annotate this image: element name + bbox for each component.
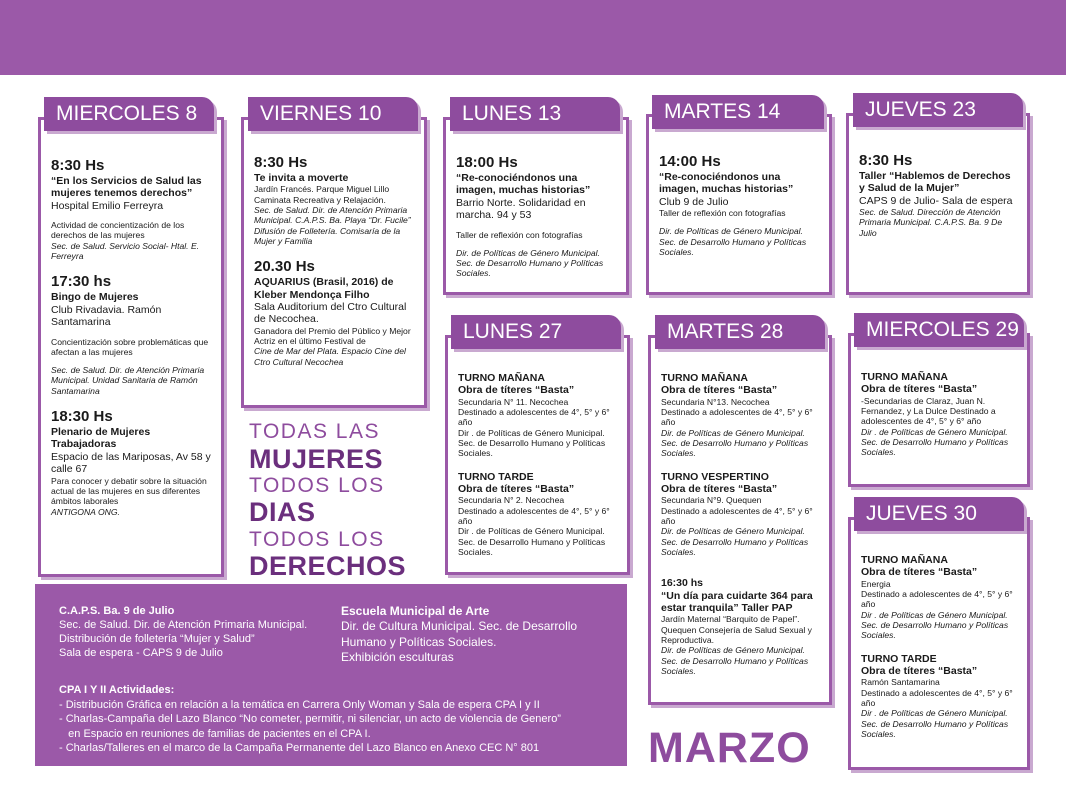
event-time: 18:30 Hs [51,408,113,426]
event-desc: Destinado a adolescentes de 4°, 5° y 6° año [661,505,813,526]
event-place: Secundaria N°9. Quequen [661,495,762,506]
event-desc: Taller de reflexión con fotografías [456,229,583,240]
event-place: Club Rivadavia. Ramón Santamarina [51,303,162,329]
day-header [451,315,621,349]
event-title: Obra de títeres “Basta” [661,384,778,397]
event-org: Cine de Mar del Plata. Espacio Cine del Ctro Cultural Necochea [254,346,406,367]
event-time: 8:30 Hs [51,157,105,174]
event-place: Secundaria N°13. Necochea [661,396,770,407]
event-place: Secundaria N° 2. Necochea [458,495,565,506]
event-desc: Destinado a adolescentes de 4°, 5° y 6° año [458,505,610,526]
event [51,273,213,396]
card-lunes-13 [443,117,629,295]
event-org: Dir. de Políticas de Género Municipal. Sec. de Desarrollo Humano y Políticas Sociales. [661,427,809,459]
card-jueves-30 [848,517,1030,770]
event [661,471,821,558]
event [254,258,416,367]
event-time: 8:30 Hs [254,154,308,171]
event-title: Te invita a moverte [254,172,349,184]
event-place: Energia [861,578,891,589]
slogan-line: MUJERES [249,443,384,474]
day-header [655,315,825,349]
event-turno: TURNO MAÑANA [861,554,948,566]
slogan [249,420,429,581]
event-title: “En los Servicios de Salud las mujeres tenemos derechos” [51,175,202,200]
event-org: ANTIGONA ONG. [51,506,120,517]
event-org: Sec. de Salud. Servicio Social- Htal. E. Ferreyra [51,240,200,262]
card-miercoles-8 [38,117,224,577]
escuela-line: Humano y Políticas Sociales. [341,634,497,649]
event [661,577,821,676]
day-header-label: JUEVES 30 [866,502,977,525]
escuela-line: Exhibición esculturas [341,650,454,665]
event-desc: Destinado a adolescentes de 4°, 5° y 6° año [861,687,1013,708]
event-time: 16:30 hs [661,577,704,590]
day-header-label: LUNES 27 [463,320,563,343]
caps-line: Sala de espera - CAPS 9 de Julio [59,647,223,660]
escuela-line: Dir. de Cultura Municipal. Sec. de Desarrollo [341,619,578,634]
day-header-label: VIERNES 10 [260,102,382,125]
event-desc: Ganadora del Premio del Público y Mejor Actriz en el último Festival de [254,325,411,347]
day-header [248,97,418,131]
slogan-line: DERECHOS [249,551,407,582]
card-viernes-10 [241,117,427,408]
escuela-title: Escuela Municipal de Arte [341,604,490,618]
card-martes-28 [648,335,832,705]
event-turno: TURNO VESPERTINO [661,470,769,483]
event-title: “Re-conociéndonos una imagen, muchas historias” [456,172,591,197]
cpa-line: - Charlas-Campaña del Lazo Blanco “No cometer, permitir, ni silenciar, un acto de violencia de Genero” [59,713,561,726]
event [254,154,416,246]
event-org: Dir . de Políticas de Género Municipal. Sec. de Desarrollo Humano y Políticas Sociales. [861,609,1009,641]
event-org: Dir . de Políticas de Género Municipal. Sec. de Desarrollo Humano y Políticas Sociales. [458,526,606,557]
event-turno: TURNO TARDE [861,652,937,665]
event-time: 20.30 Hs [254,258,315,276]
event-title: “Un día para cuidarte 364 para estar tranquila” Taller PAP [661,589,813,614]
card-martes-14 [646,114,832,295]
day-header-label: MIERCOLES 29 [866,318,1019,341]
event-turno: TURNO TARDE [458,470,534,483]
event-turno: TURNO MAÑANA [861,371,948,383]
cpa-line: en Espacio en reuniones de familias de pacientes en el CPA I. [59,727,371,740]
event-desc: Concientización sobre problemáticas que afectan a las mujeres [51,336,209,357]
event-place: Barrio Norte. Solidaridad en marcha. 94 y 53 [456,196,586,222]
event-title: Obra de títeres “Basta” [458,384,575,397]
event-title: Taller “Hablemos de Derechos y Salud de la Mujer” [859,170,1011,195]
event-turno: TURNO MAÑANA [458,372,545,384]
day-header [854,497,1024,531]
event-org: Dir. de Políticas de Género Municipal. Sec. de Desarrollo Humano y Políticas Sociales. [661,645,809,676]
event-title: Obra de títeres “Basta” [861,383,978,396]
event-place: Secundaria N° 11. Necochea [458,396,569,407]
event [861,554,1019,641]
event [661,372,821,459]
bottom-info-panel [35,584,627,766]
cpa-activities [59,683,561,756]
caps-info [59,604,307,660]
card-miercoles-29 [848,333,1030,487]
event-time: 18:00 Hs [456,154,518,171]
day-header-label: MIERCOLES 8 [56,102,198,125]
event-title: AQUARIUS (Brasil, 2016) de Kleber Mendonça Filho [254,276,394,301]
slogan-line: TODOS LOS [249,527,385,551]
slogan-line: TODOS LOS [249,473,385,497]
event-turno: TURNO MAÑANA [661,372,748,384]
slogan-line: TODAS LAS [249,420,380,443]
event-title: Obra de títeres “Basta” [861,566,978,579]
caps-title: C.A.P.S. Ba. 9 de Julio [59,605,175,617]
event-title: Obra de títeres “Basta” [861,665,978,677]
event [458,471,619,558]
day-header [450,97,620,131]
cpa-line: - Distribución Gráfica en relación a la temática en Carrera Only Woman y Sala de espera CPA I y II [59,698,540,711]
event-org: Dir . de Políticas de Género Municipal. Sec. de Desarrollo Humano y Políticas Sociales. [458,427,606,459]
event-place: Ramón Santamarina [861,677,940,688]
event-place: CAPS 9 de Julio- Sala de espera [859,194,1013,207]
cpa-line: - Charlas/Talleres en el marco de la Campaña Permanente del Lazo Blanco en Anexo CEC N° 801 [59,742,540,755]
event [861,653,1019,740]
slogan-line: DIAS [249,497,316,528]
day-header-label: JUEVES 23 [865,98,976,121]
top-banner [0,0,1066,75]
caps-line: Sec. de Salud. Dir. de Atención Primaria Municipal. [59,619,308,632]
event-org: Dir . de Políticas de Género Municipal. Sec. de Desarrollo Humano y Políticas Sociales. [861,426,1009,458]
event-desc: Destinado a adolescentes de 4°, 5° y 6° año [661,407,813,428]
event-desc: Para conocer y debatir sobre la situación actual de las mujeres en sus diferentes ámbitos laborales [51,475,207,507]
event-place: Espacio de las Mariposas, Av 58 y calle 67 [51,450,211,476]
event-time: 17:30 hs [51,273,112,291]
card-lunes-27 [445,335,630,575]
event-title: Bingo de Mujeres [51,291,139,304]
event-org: Sec. de Salud. Dirección de Atención Primaria Municipal. C.A.P.S. Ba. 9 De Julio [859,207,1003,238]
card-jueves-23 [846,113,1030,295]
event-desc: Actividad de concientización de los derechos de las mujeres [51,220,185,241]
event-org: Dir. de Políticas de Género Municipal. Sec. de Desarrollo Humano y Políticas Sociales. [661,526,809,557]
event-desc: Jardín Maternal “Barquito de Papel”. Quequen Consejería de Salud Sexual y Reproductiva. [661,614,812,645]
event-place: Sala Auditorium del Ctro Cultural de Necochea. [254,301,407,326]
day-header-label: LUNES 13 [462,102,562,125]
day-header-label: MARTES 14 [664,100,781,123]
event-desc: Taller de reflexión con fotografías [659,208,786,219]
day-header [44,97,214,131]
event-title: “Re-conociéndonos una imagen, muchas historias” [659,171,794,196]
day-header [853,93,1023,127]
event-org: Sec. de Salud. Dir. de Atención Primaria Municipal. Unidad Sanitaria de Ramón Santamarina [51,365,205,396]
escuela-info [341,604,577,665]
event-title: Obra de títeres “Basta” [661,483,778,495]
event-title: Obra de títeres “Basta” [458,483,575,495]
day-header [854,313,1024,347]
event [51,157,213,261]
cpa-title: CPA I Y II Actividades: [59,684,175,696]
event-org: Dir. de Políticas de Género Municipal. Sec. de Desarrollo Humano y Políticas Sociales. [456,247,604,279]
event-desc: Jardín Francés. Parque Miguel Lillo Caminata Recreativa y Relajación. [254,184,390,205]
event [51,408,213,517]
day-header-label: MARTES 28 [667,320,784,343]
event-org: Dir . de Políticas de Género Municipal. Sec. de Desarrollo Humano y Políticas Sociales. [861,708,1009,739]
day-header [652,95,824,129]
event-desc: -Secundarias de Claraz, Juan N. Fernandez, y La Dulce Destinado a adolescentes de 4°, 5° y 6° año [861,395,996,427]
event [458,372,619,459]
event-place: Hospital Emilio Ferreyra [51,199,164,212]
event-org: Sec. de Salud. Dir. de Atención Primaria Municipal. C.A.P.S. Ba. Playa “Dr. Fucile” Difusión de Folletería. Comisaría de la Mujer y Familia [254,205,411,246]
event-org: Dir. de Políticas de Género Municipal. Sec. de Desarrollo Humano y Políticas Sociales. [659,226,807,258]
event-title: Plenario de Mujeres Trabajadoras [51,426,151,451]
event-desc: Destinado a adolescentes de 4°, 5° y 6° año [458,407,610,428]
month-title: MARZO [648,724,811,772]
event-time: 14:00 Hs [659,153,721,170]
event-place: Club 9 de Julio [659,195,729,208]
caps-line: Distribución de folletería “Mujer y Salud” [59,633,255,646]
event-desc: Destinado a adolescentes de 4°, 5° y 6° año [861,589,1013,610]
event-time: 8:30 Hs [859,152,913,169]
